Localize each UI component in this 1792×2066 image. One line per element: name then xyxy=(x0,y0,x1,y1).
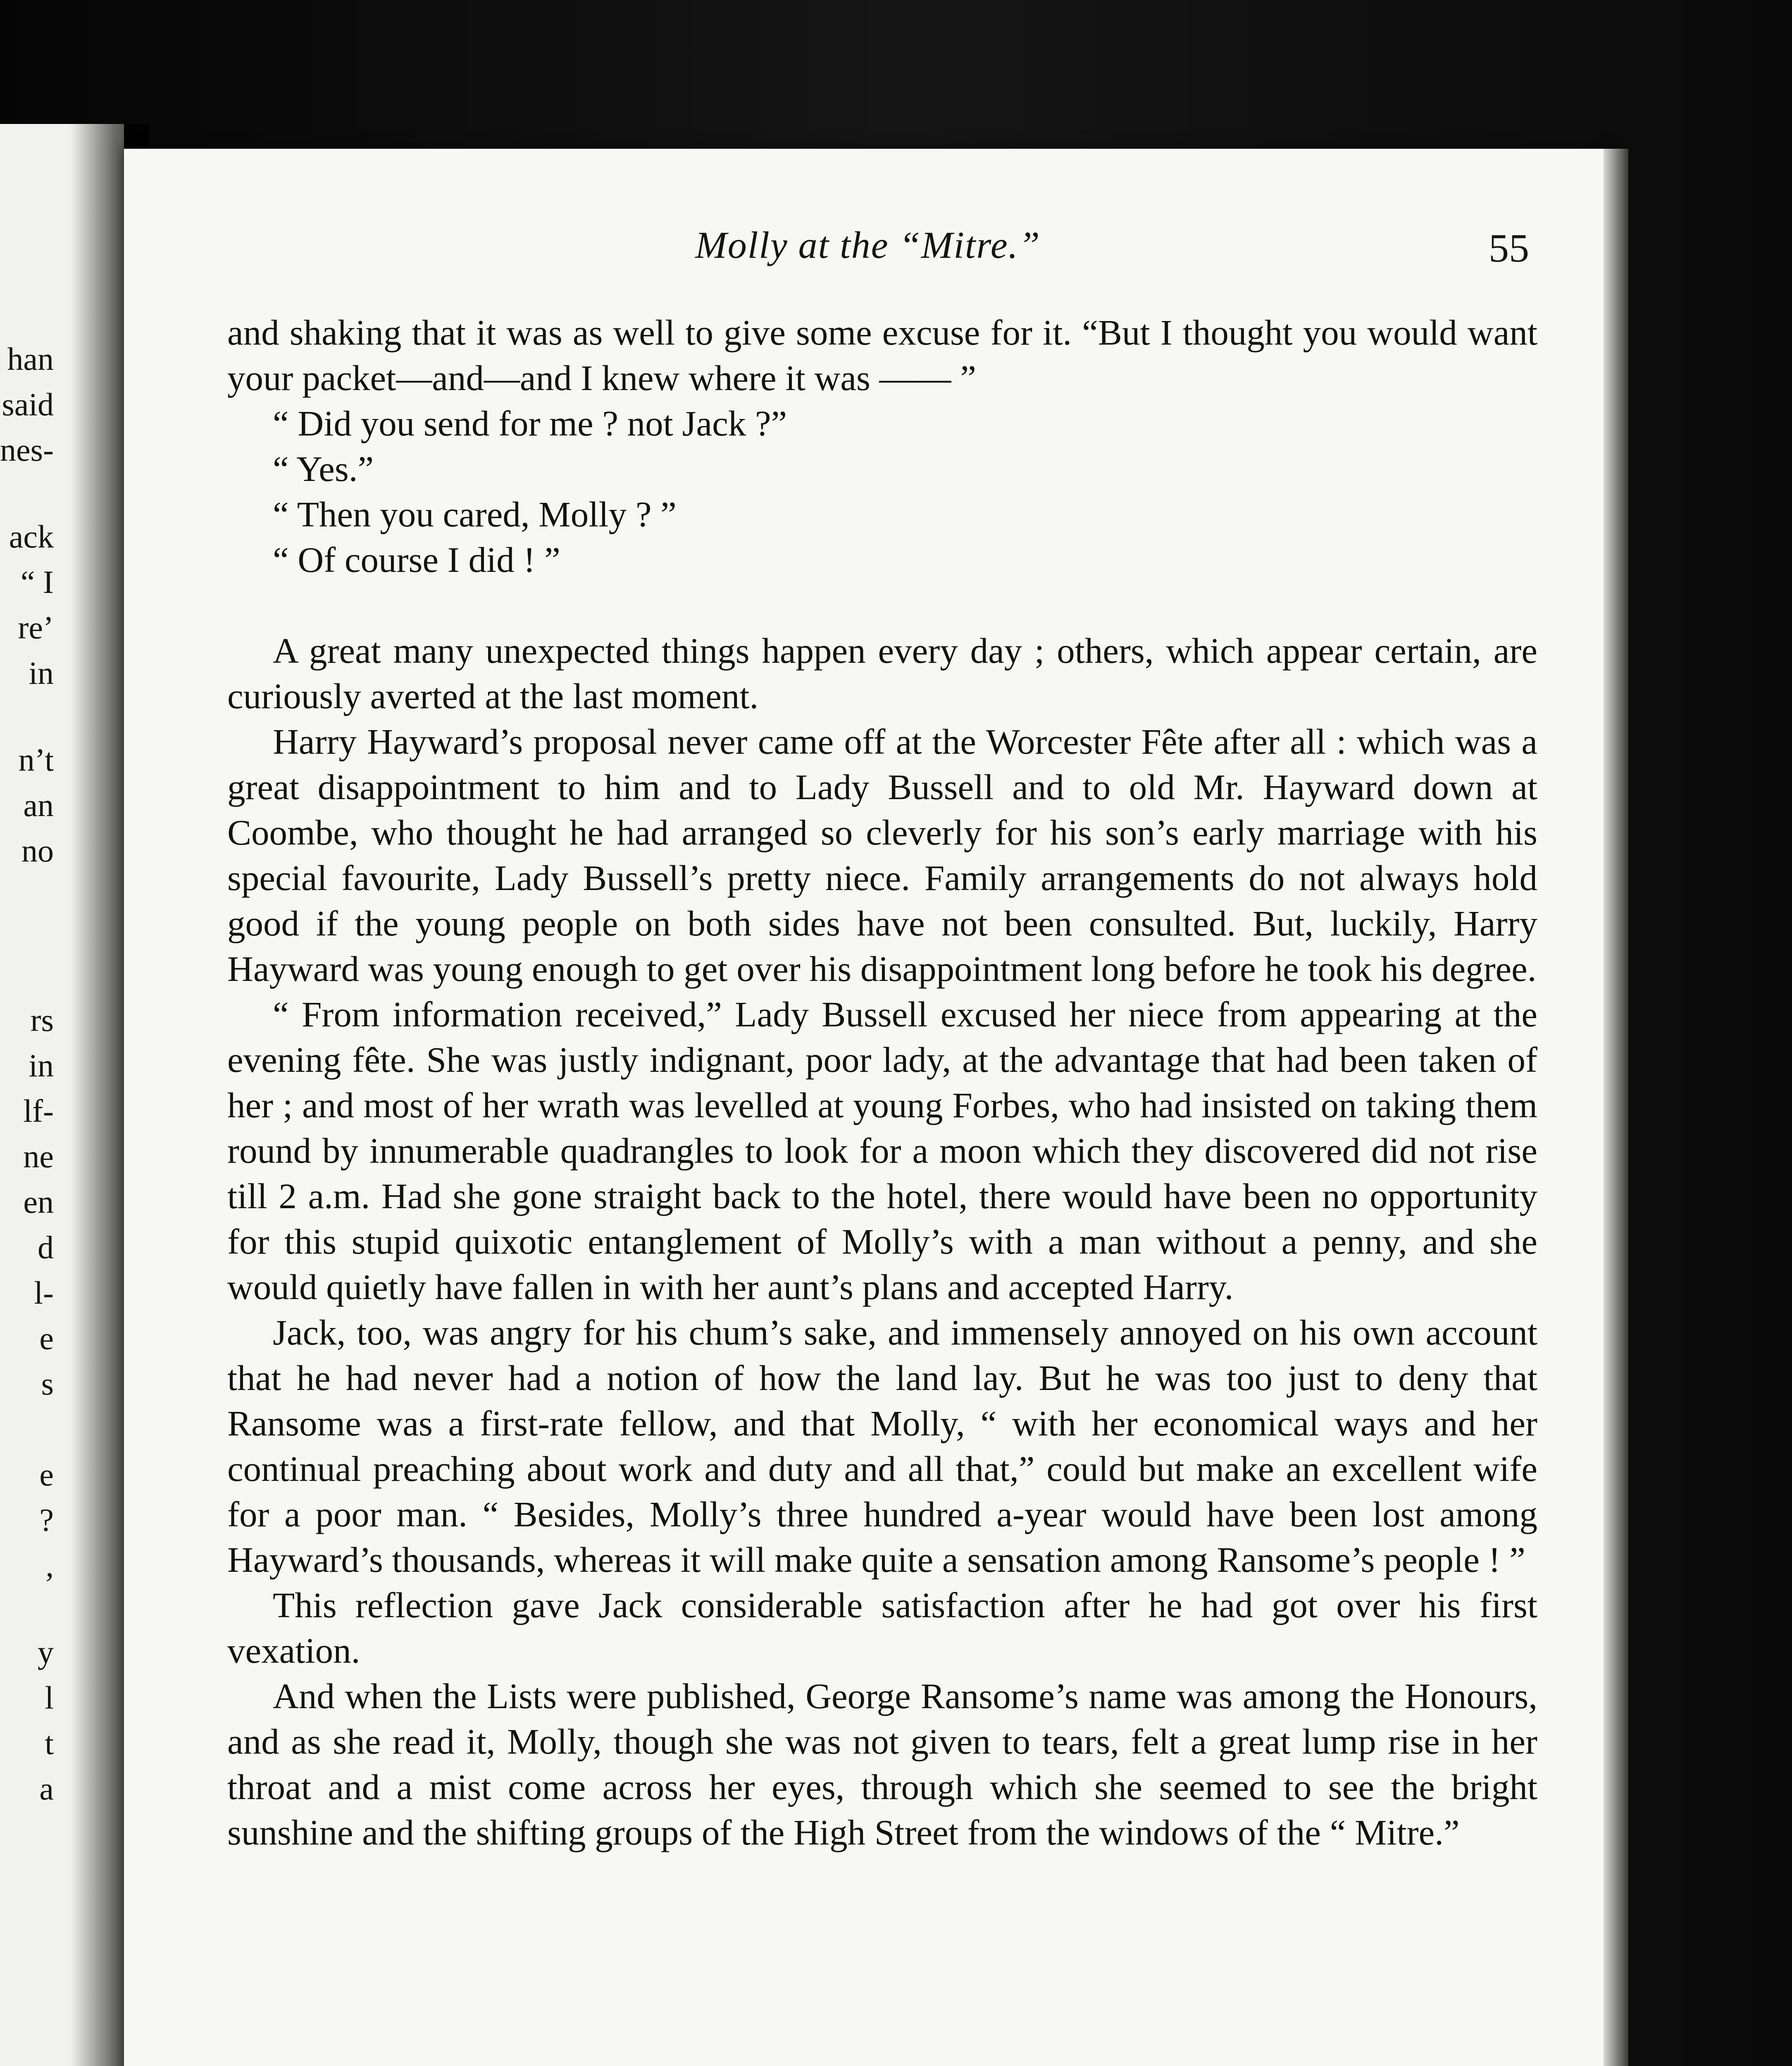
facing-page-fragment: y xyxy=(38,1634,54,1670)
facing-page-fragment: ack xyxy=(9,519,54,555)
paragraph: This reflection gave Jack considerable satisfaction after he had got over his first vexation. xyxy=(227,1585,1537,1671)
page-text xyxy=(227,310,1537,1855)
facing-page-fragment: l- xyxy=(34,1275,54,1311)
facing-page-fragment: an xyxy=(23,787,54,823)
facing-page-fragment: en xyxy=(23,1184,54,1220)
paragraph: and shaking that it was as well to give some excuse for it. “But I thought you would want your packet—and—and I knew where it was —— ” xyxy=(227,312,1537,398)
facing-page-fragment: in xyxy=(29,1047,54,1083)
facing-page-fragment: re’ xyxy=(18,609,54,645)
facing-page-fragment: s xyxy=(41,1366,54,1402)
facing-page-fragment: said xyxy=(2,386,54,422)
dialog-line: “ Did you send for me ? not Jack ?” xyxy=(273,403,787,443)
page-edge xyxy=(1604,149,1628,2066)
facing-page-fragment: t xyxy=(45,1725,54,1761)
facing-page-fragment: , xyxy=(45,1547,54,1583)
paragraph: And when the Lists were published, George Ransome’s name was among the Honours, and as she read it, Molly, though she was not given to tears, felt a great lump rise in her throat and a mist come across her eyes, through which she seemed to see the bright sunshine and the shifting groups of the High Street from the windows of the “ Mitre.” xyxy=(227,1676,1537,1852)
facing-page-fragment: ? xyxy=(39,1502,54,1538)
paragraph: Jack, too, was angry for his chum’s sake, and immensely annoyed on his own account that he had never had a notion of how the land lay. But he was too just to deny that Ransome was a first-rate fellow, and that Molly, “ with her economical ways and her continual preaching about work and duty and all that,” could but make an excellent wife for a poor man. “ Besides, Molly’s three hundred a-year would have been lost among Hayward’s thousands, whereas it will make quite a sensation among Ransome’s people ! ” xyxy=(227,1312,1537,1580)
facing-page-fragment: d xyxy=(38,1229,54,1265)
paragraph: A great many unexpected things happen every day ; others, which appear certain, are curiously averted at the last moment. xyxy=(227,631,1537,716)
facing-page-fragment: “ I xyxy=(20,564,54,600)
facing-page-fragment: no xyxy=(21,833,54,869)
facing-page-fragment: l xyxy=(45,1680,54,1716)
paragraph: “ From information received,” Lady Bussell excused her niece from appearing at the evening fête. She was justly indignant, poor lady, at the advantage that had been taken of her ; and most of her wrath was levelled at young Forbes, who had insisted on taking them round by innumerable quadrangles to look for a moon which they discovered did not rise till 2 a.m. Had she gone straight back to the hotel, there would have been no opportunity for this stupid quixotic entanglement of Molly’s with a man without a penny, and she would quietly have fallen in with her aunt’s plans and accepted Harry. xyxy=(227,994,1537,1307)
facing-page-fragment: e xyxy=(39,1320,54,1356)
facing-page-fragment: n’t xyxy=(18,742,54,778)
facing-page-fragment: han xyxy=(7,341,54,377)
facing-page-fragment: e xyxy=(39,1457,54,1492)
dialog-line: “ Yes.” xyxy=(273,449,374,489)
facing-page-fragment: rs xyxy=(30,1002,54,1038)
facing-page-fragment: a xyxy=(39,1771,54,1807)
facing-page-fragment: lf- xyxy=(23,1093,54,1129)
running-head: Molly at the “Mitre.” xyxy=(695,224,1041,266)
facing-page-fragment: in xyxy=(29,655,54,691)
facing-page-fragment: nes- xyxy=(0,432,54,468)
dialog-line: “ Then you cared, Molly ? ” xyxy=(273,494,677,534)
page-number: 55 xyxy=(1489,226,1529,271)
facing-page-fragment: ne xyxy=(23,1138,54,1174)
paragraph: Harry Hayward’s proposal never came off at the Worcester Fête after all : which was a great disappointment to him and to Lady Bussell and to old Mr. Hayward down at Coombe, who thought he had arranged so cleverly for his son’s early marriage with his special favourite, Lady Bussell’s pretty niece. Family arrangements do not always hold good if the young people on both sides have not been consulted. But, luckily, Harry Hayward was young enough to get over his disappointment long before he took his degree. xyxy=(227,721,1537,989)
dialog-line: “ Of course I did ! ” xyxy=(273,540,560,580)
book-page xyxy=(124,149,1612,2066)
